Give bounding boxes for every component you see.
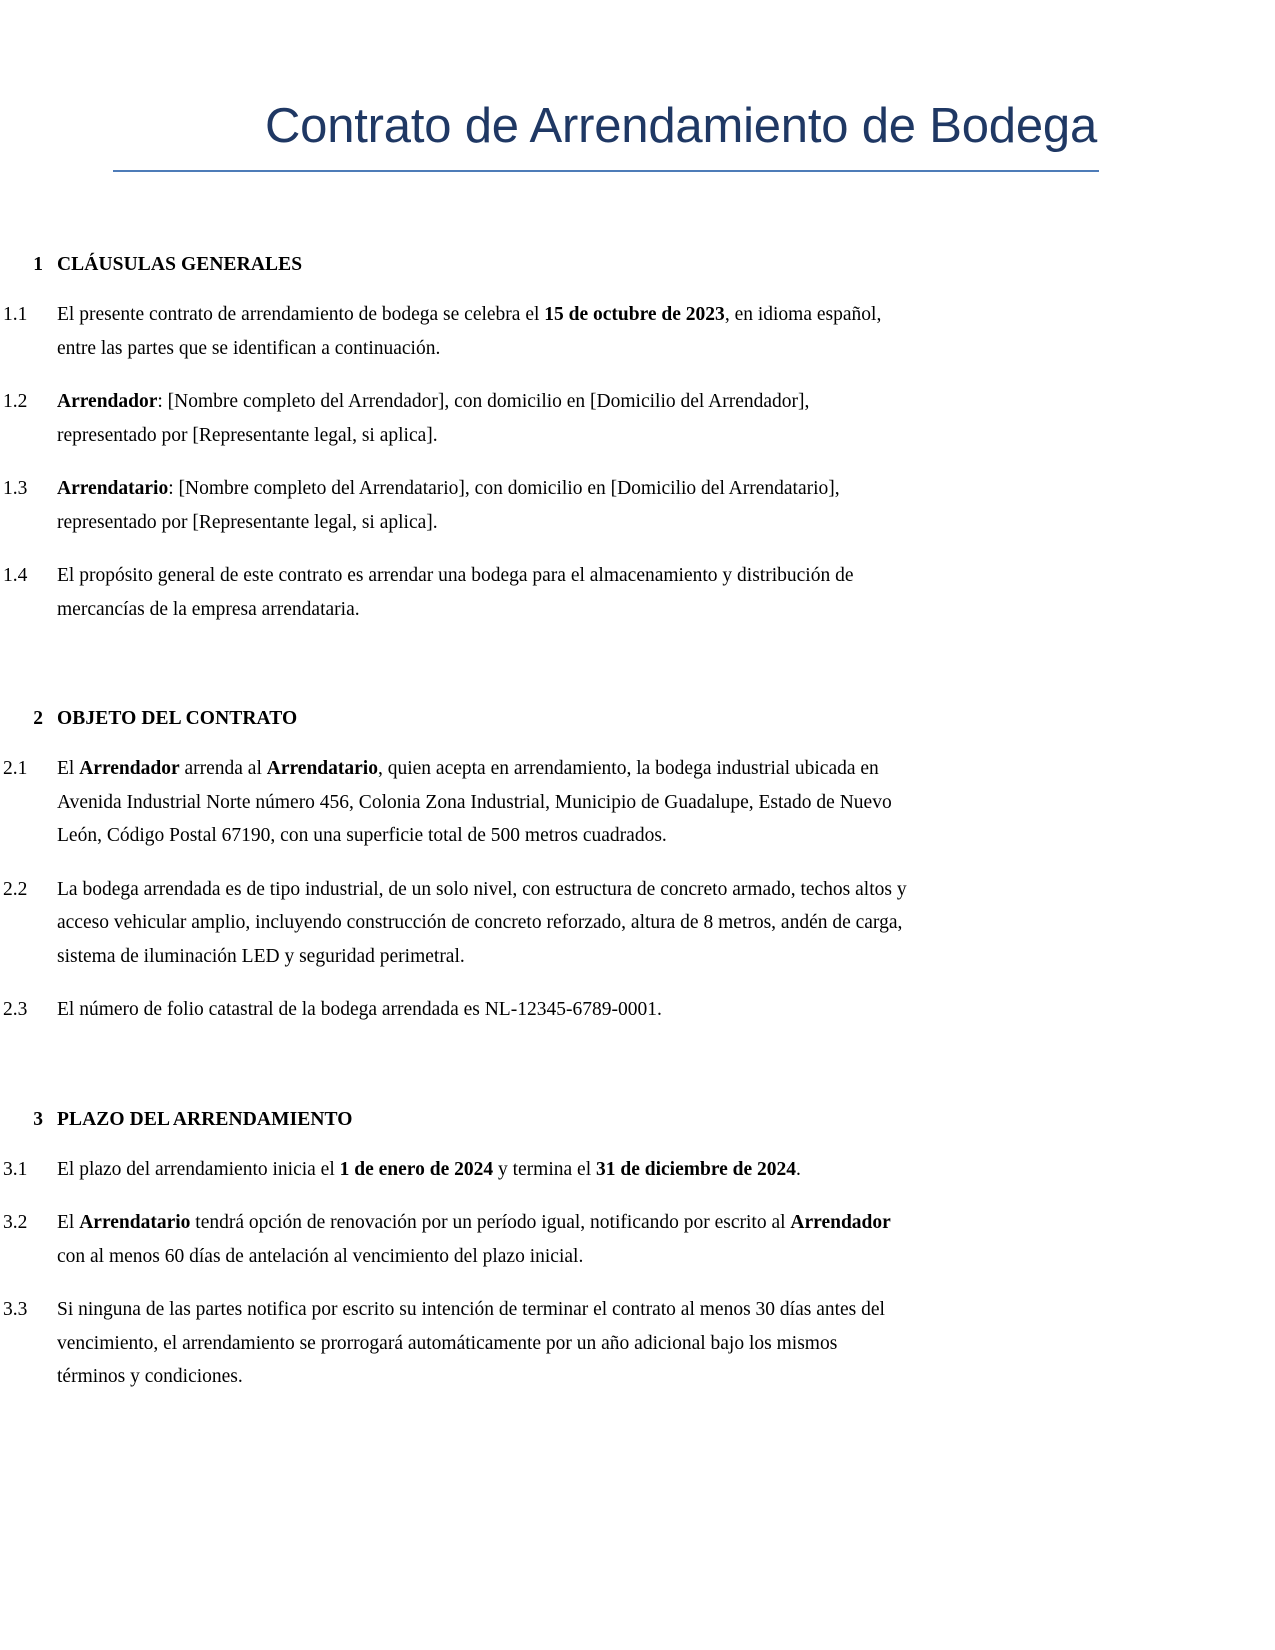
clause-text-run: El plazo del arrendamiento inicia el — [57, 1158, 340, 1180]
title-divider — [113, 170, 1099, 172]
heading-spacer — [0, 734, 1275, 752]
clause-text — [57, 873, 909, 974]
clause-text-run: El — [57, 758, 80, 779]
clause-text-run: El presente contrato de arrendamiento de bodega se celebra el — [57, 304, 545, 325]
clause-text-run: arrenda al — [179, 758, 267, 779]
heading-spacer — [0, 1135, 1275, 1153]
heading-spacer — [0, 280, 1275, 298]
document-body — [0, 250, 1275, 1394]
clause-number: 1.1 — [3, 304, 28, 325]
clause-number: 1.2 — [3, 391, 28, 412]
clause-text — [57, 1153, 909, 1187]
clause-spacer — [0, 1186, 1275, 1206]
clause-text-run: La bodega arrendada es de tipo industrial, de un solo nivel, con estructura de concreto armado, techos altos y acceso vehicular amplio, incluyendo construcción de concreto reforzado, altura de 8 metros, andén de carga, sistema de iluminación LED y seguridad perimetral. — [57, 878, 907, 967]
clause-text-run: El número de folio catastral de la bodega arrendada es NL-12345-6789-0001. — [57, 999, 662, 1020]
clause-1.3 — [0, 472, 1275, 539]
clause-text-run: Si ninguna de las partes notifica por escrito su intención de terminar el contrato al menos 30 días antes del vencimiento, el arrendamiento se prorrogará automáticamente por un año adicional bajo los mismos términos y condiciones. — [57, 1299, 885, 1387]
clause-3.3 — [0, 1293, 1275, 1394]
clause-text — [57, 752, 909, 853]
clause-text-emphasis: Arrendador — [57, 391, 158, 412]
clause-text — [57, 298, 909, 365]
clause-spacer — [0, 539, 1275, 559]
clause-text-run: : [Nombre completo del Arrendador], con domicilio en [Domicilio del Arrendador], representado por [Representante legal, si aplica]. — [57, 391, 810, 446]
clause-text-emphasis: Arrendatario — [79, 1212, 191, 1233]
clause-text-run: y termina el — [493, 1158, 596, 1180]
clause-3.2 — [0, 1206, 1275, 1273]
page-title: Contrato de Arrendamiento de Bodega — [264, 99, 1097, 153]
clause-number: 3.3 — [3, 1299, 28, 1320]
clause-text-run: El — [57, 1212, 80, 1233]
clause-2.1 — [0, 752, 1275, 853]
clause-text-emphasis: Arrendatario — [57, 478, 169, 499]
clause-number: 2.2 — [3, 878, 28, 900]
clause-text-run: con al menos 60 días de antelación al vencimiento del plazo inicial. — [57, 1245, 584, 1267]
clause-text — [57, 559, 909, 626]
section-3 — [0, 1105, 1275, 1394]
clause-text — [57, 472, 909, 539]
clause-spacer — [0, 973, 1275, 993]
clause-number: 2.1 — [3, 758, 28, 779]
clause-number: 2.3 — [3, 999, 28, 1020]
clause-text-run: , en idioma español, entre las partes que se identifican a continuación. — [57, 304, 882, 359]
clause-number: 1.4 — [3, 565, 28, 586]
clause-text-emphasis: 31 de diciembre de 2024 — [596, 1158, 797, 1180]
clause-1.4 — [0, 559, 1275, 626]
clause-text-run: . — [796, 1158, 801, 1180]
clause-text-emphasis: Arrendador — [79, 758, 180, 779]
clause-text — [57, 993, 909, 1027]
document-title-block — [113, 98, 1099, 180]
clause-spacer — [0, 452, 1275, 472]
clause-text — [57, 385, 909, 452]
section-number: 2 — [33, 708, 43, 729]
clause-text-emphasis: Arrendador — [790, 1212, 891, 1233]
clause-spacer — [0, 365, 1275, 385]
section-heading-label: PLAZO DEL ARRENDAMIENTO — [57, 1108, 353, 1130]
clause-3.1 — [0, 1153, 1275, 1187]
section-heading — [0, 250, 1275, 280]
clause-text-run: : [Nombre completo del Arrendatario], con domicilio en [Domicilio del Arrendatario], representado por [Representante legal, si aplica]. — [57, 478, 840, 533]
clause-text — [57, 1206, 909, 1273]
section-heading-label: OBJETO DEL CONTRATO — [57, 708, 298, 729]
clause-text-emphasis: Arrendatario — [266, 758, 378, 779]
section-spacer — [0, 626, 1275, 704]
clause-spacer — [0, 1273, 1275, 1293]
section-number: 1 — [33, 254, 43, 275]
clause-2.3 — [0, 993, 1275, 1027]
clause-text — [57, 1293, 909, 1394]
clause-number: 3.2 — [3, 1212, 28, 1233]
section-heading — [0, 1105, 1275, 1135]
section-spacer — [0, 1027, 1275, 1105]
clause-text-emphasis: 1 de enero de 2024 — [339, 1158, 494, 1180]
section-1 — [0, 250, 1275, 626]
clause-1.1 — [0, 298, 1275, 365]
section-heading — [0, 704, 1275, 734]
clause-1.2 — [0, 385, 1275, 452]
clause-spacer — [0, 853, 1275, 873]
section-heading-label: CLÁUSULAS GENERALES — [57, 254, 303, 275]
section-number: 3 — [33, 1108, 43, 1130]
clause-number: 1.3 — [3, 478, 28, 499]
clause-text-run: tendrá opción de renovación por un período igual, notificando por escrito al — [190, 1212, 791, 1233]
clause-text-run: El propósito general de este contrato es arrendar una bodega para el almacenamiento y distribución de mercancías de la empresa arrendataria. — [57, 565, 854, 620]
clause-2.2 — [0, 873, 1275, 974]
clause-text-emphasis: 15 de octubre de 2023 — [544, 304, 725, 325]
clause-text-run: , quien acepta en arrendamiento, la bodega industrial ubicada en Avenida Industrial Norte número 456, Colonia Zona Industrial, Municipio de Guadalupe, Estado de Nuevo León, Código Postal 67190, con una superficie total de 500 metros cuadrados. — [57, 758, 892, 846]
section-2 — [0, 704, 1275, 1027]
clause-number: 3.1 — [3, 1158, 28, 1180]
